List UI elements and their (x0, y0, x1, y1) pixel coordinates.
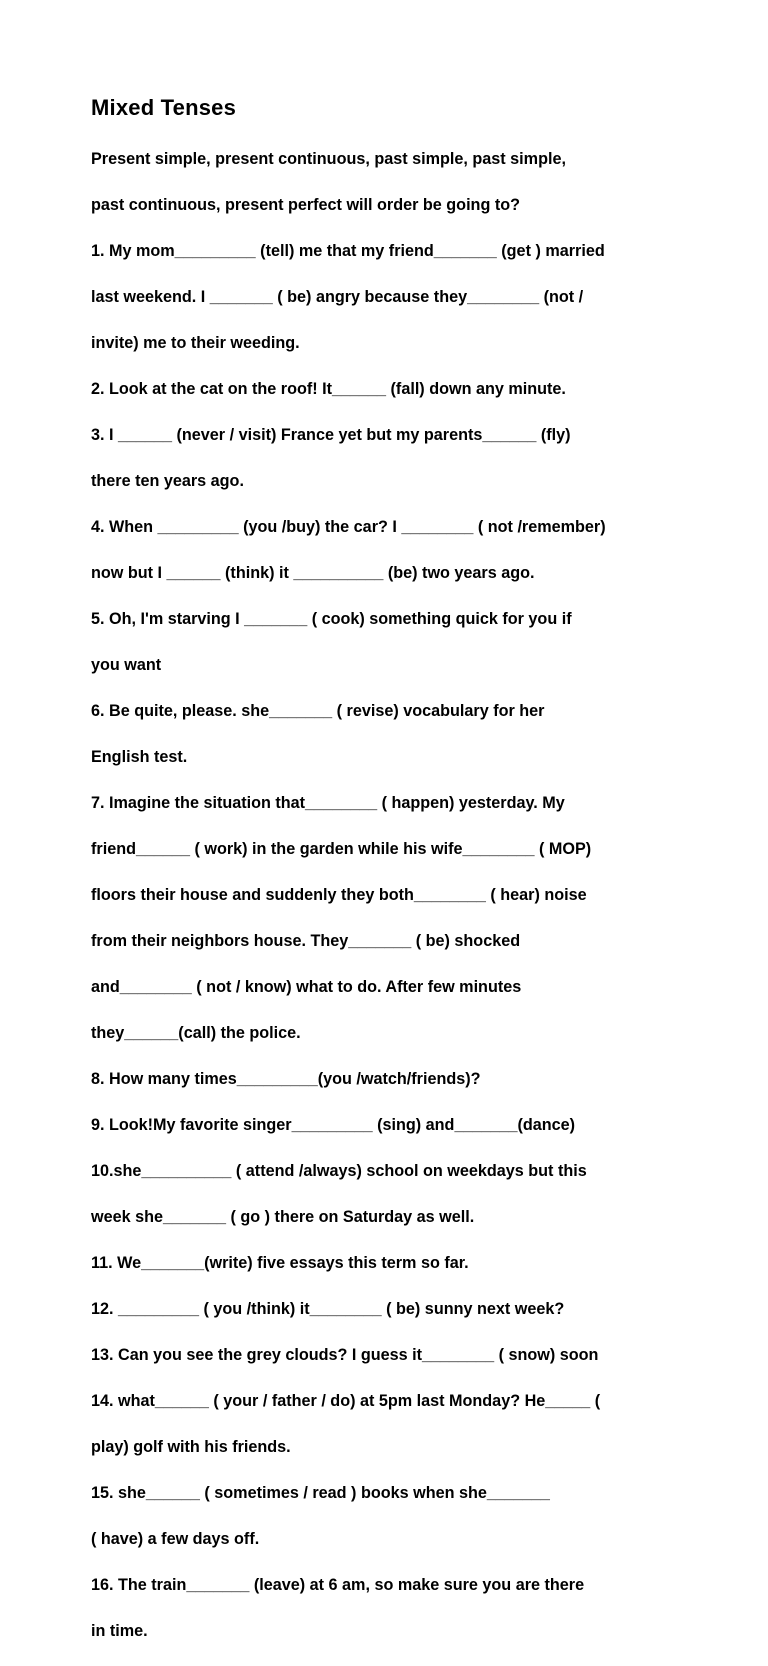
exercise-line: from their neighbors house. They_______ ( be) shocked (91, 932, 521, 950)
worksheet-page (91, 94, 691, 1666)
exercise-line: there ten years ago. (91, 472, 244, 490)
exercise-line: 11. We_______(write) five essays this term so far. (91, 1254, 469, 1272)
exercise-line: week she_______ ( go ) there on Saturday as well. (91, 1208, 475, 1226)
worksheet-body (91, 125, 691, 1666)
page-title: Mixed Tenses (91, 95, 237, 120)
exercise-line: 1. My mom_________ (tell) me that my friend_______ (get ) married (91, 242, 605, 260)
exercise-line: 14. what______ ( your / father / do) at 5pm last Monday? He_____ ( (91, 1392, 601, 1410)
exercise-line: play) golf with his friends. (91, 1438, 291, 1456)
exercise-line: 13. Can you see the grey clouds? I guess it________ ( snow) soon (91, 1346, 599, 1364)
exercise-line: 6. Be quite, please. she_______ ( revise) vocabulary for her (91, 702, 545, 720)
exercise-line: friend______ ( work) in the garden while his wife________ ( MOP) (91, 840, 592, 858)
instruction-line: Present simple, present continuous, past simple, past simple, (91, 150, 566, 168)
exercise-line: floors their house and suddenly they both________ ( hear) noise (91, 886, 587, 904)
exercise-line: 3. I ______ (never / visit) France yet but my parents______ (fly) (91, 426, 571, 444)
exercise-line: 10.she__________ ( attend /always) school on weekdays but this (91, 1162, 587, 1180)
exercise-line: ( have) a few days off. (91, 1530, 260, 1548)
exercise-line: 2. Look at the cat on the roof! It______ (fall) down any minute. (91, 380, 566, 398)
exercise-line: and________ ( not / know) what to do. After few minutes (91, 978, 522, 996)
exercise-line: 16. The train_______ (leave) at 6 am, so make sure you are there (91, 1576, 585, 1594)
exercise-line: English test. (91, 748, 188, 766)
exercise-line: they______(call) the police. (91, 1024, 301, 1042)
exercise-line: 4. When _________ (you /buy) the car? I ________ ( not /remember) (91, 518, 606, 536)
exercise-line: now but I ______ (think) it __________ (be) two years ago. (91, 564, 535, 582)
exercise-line: you want (91, 656, 162, 674)
exercise-line: 8. How many times_________(you /watch/friends)? (91, 1070, 481, 1088)
exercise-line: invite) me to their weeding. (91, 334, 300, 352)
exercise-line: 12. _________ ( you /think) it________ ( be) sunny next week? (91, 1300, 565, 1318)
exercise-line: 9. Look!My favorite singer_________ (sing) and_______(dance) (91, 1116, 576, 1134)
instruction-line: past continuous, present perfect will order be going to? (91, 196, 521, 214)
exercise-line: 15. she______ ( sometimes / read ) books when she_______ (91, 1484, 550, 1502)
exercise-line: 7. Imagine the situation that________ ( happen) yesterday. My (91, 794, 565, 812)
exercise-line: 5. Oh, I'm starving I _______ ( cook) something quick for you if (91, 610, 572, 628)
exercise-line: last weekend. I _______ ( be) angry because they________ (not / (91, 288, 584, 306)
exercise-line: in time. (91, 1622, 148, 1640)
